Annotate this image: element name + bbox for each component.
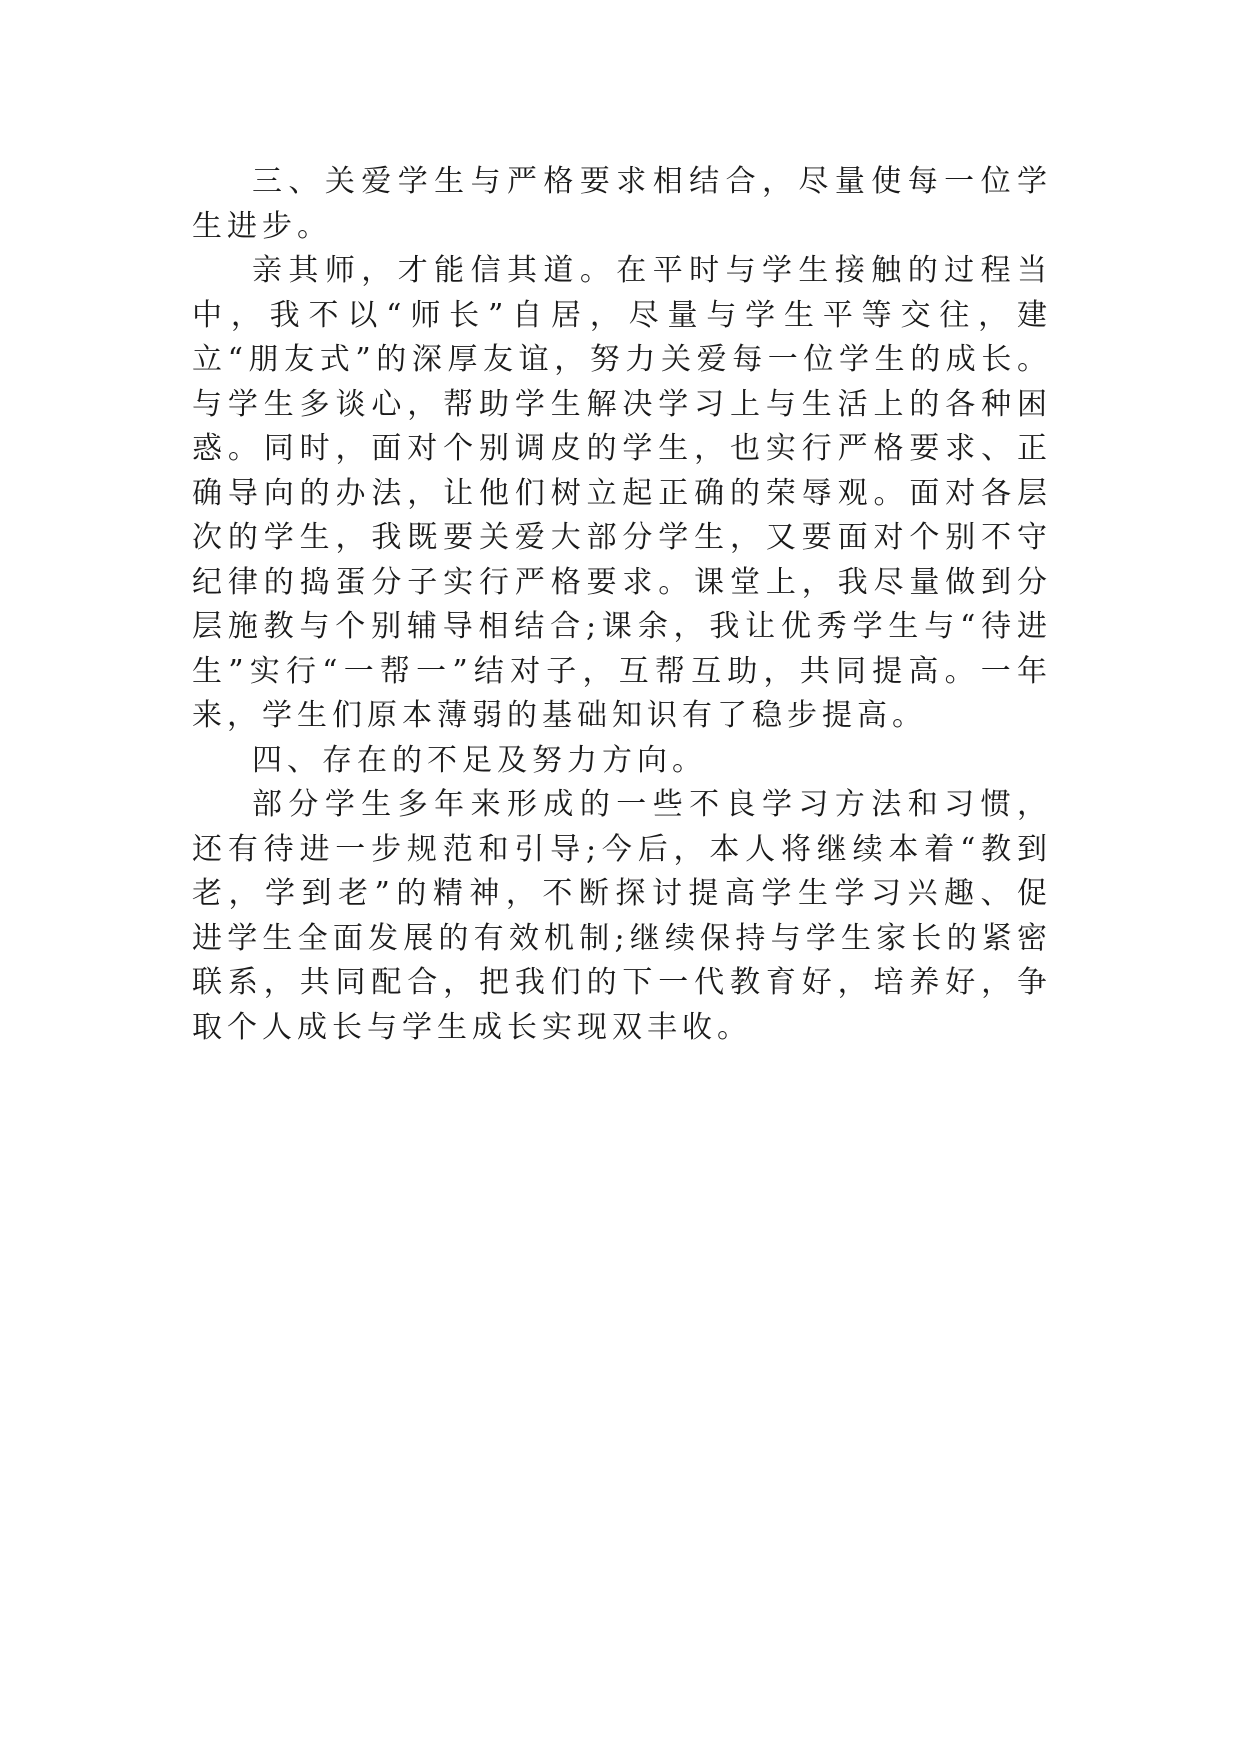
document-body	[192, 160, 1052, 1050]
body-paragraph: 亲其师，才能信其道。在平时与学生接触的过程当中，我不以“师长”自居，尽量与学生平等交往，建立“朋友式”的深厚友谊，努力关爱每一位学生的成长。与学生多谈心，帮助学生解决学习上与生活上的各种困惑。同时，面对个别调皮的学生，也实行严格要求、正确导向的办法，让他们树立起正确的荣辱观。面对各层次的学生，我既要关爱大部分学生，又要面对个别不守纪律的捣蛋分子实行严格要求。课堂上，我尽量做到分层施教与个别辅导相结合;课余，我让优秀学生与“待进生”实行“一帮一”结对子，互帮互助，共同提高。一年来，学生们原本薄弱的基础知识有了稳步提高。	[192, 253, 1052, 733]
body-paragraph: 部分学生多年来形成的一些不良学习方法和习惯，还有待进一步规范和引导;今后，本人将继续本着“教到老，学到老”的精神，不断探讨提高学生学习兴趣、促进学生全面发展的有效机制;继续保持与学生家长的紧密联系，共同配合，把我们的下一代教育好，培养好，争取个人成长与学生成长实现双丰收。	[192, 787, 1052, 1045]
section-heading-four: 四、存在的不足及努力方向。	[252, 742, 707, 778]
section-heading-three: 三、关爱学生与严格要求相结合，尽量使每一位学生进步。	[192, 164, 1052, 244]
